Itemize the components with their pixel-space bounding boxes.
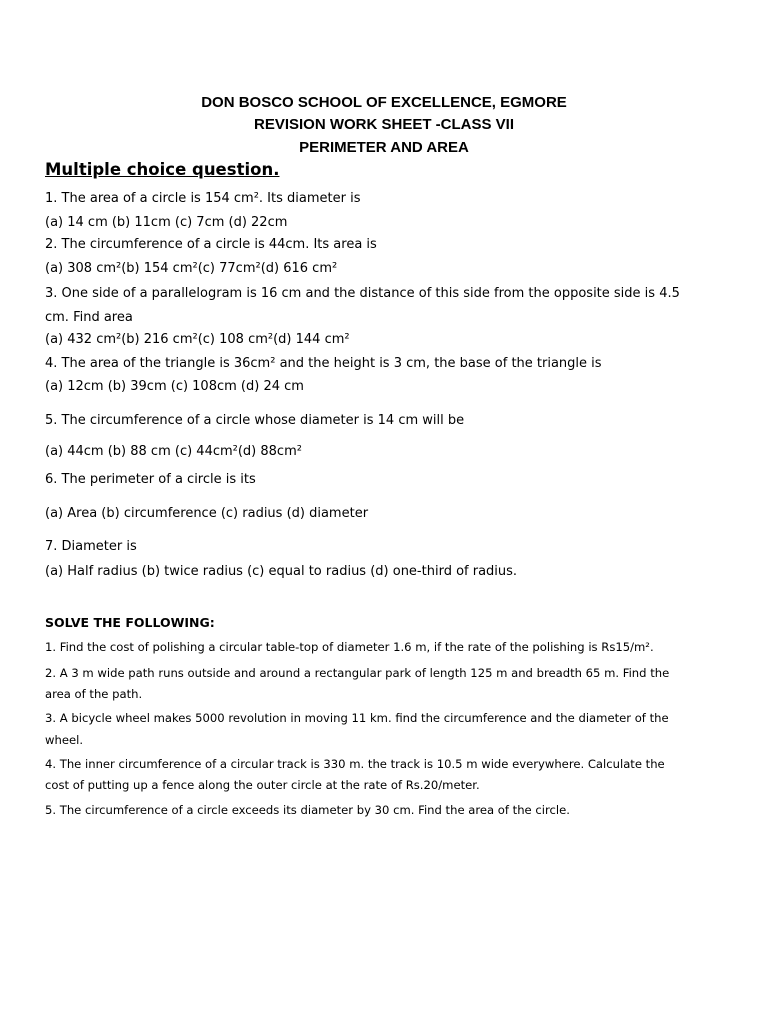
question-7-options: (a) Half radius (b) twice radius (c) equal to radius (d) one-third of radius.: [45, 564, 518, 579]
question-5: 5. The circumference of a circle whose diameter is 14 cm will be: [45, 413, 465, 428]
question-1-options: (a) 14 cm (b) 11cm (c) 7cm (d) 22cm: [45, 215, 288, 230]
problem-4-line-2: cost of putting up a fence along the outer circle at the rate of Rs.20/meter.: [45, 778, 480, 792]
solve-heading: SOLVE THE FOLLOWING:: [45, 615, 215, 630]
problem-5: 5. The circumference of a circle exceeds its diameter by 30 cm. Find the area of the circle.: [45, 803, 570, 817]
question-5-options: (a) 44cm (b) 88 cm (c) 44cm²(d) 88cm²: [45, 444, 302, 459]
question-6-options: (a) Area (b) circumference (c) radius (d) diameter: [45, 506, 369, 521]
question-7: 7. Diameter is: [45, 539, 137, 554]
worksheet-title: REVISION WORK SHEET -CLASS VII: [253, 116, 515, 133]
problem-2-line-1: 2. A 3 m wide path runs outside and around a rectangular park of length 125 m and breadth 65 m. Find the: [45, 666, 670, 680]
question-3-line-2: cm. Find area: [45, 310, 133, 325]
school-name: DON BOSCO SCHOOL OF EXCELLENCE, EGMORE: [201, 94, 567, 111]
worksheet-topic: PERIMETER AND AREA: [299, 139, 469, 156]
mcq-heading: Multiple choice question.: [45, 160, 280, 179]
question-1: 1. The area of a circle is 154 cm². Its diameter is: [45, 191, 361, 206]
problem-1: 1. Find the cost of polishing a circular table-top of diameter 1.6 m, if the rate of the polishing is Rs15/m².: [45, 640, 654, 654]
question-3-options: (a) 432 cm²(b) 216 cm²(c) 108 cm²(d) 144 cm²: [45, 332, 350, 347]
question-3-line-1: 3. One side of a parallelogram is 16 cm and the distance of this side from the opposite side is 4.5: [45, 286, 680, 301]
problem-4-line-1: 4. The inner circumference of a circular track is 330 m. the track is 10.5 m wide everywhere. Calculate the: [45, 757, 665, 771]
question-2: 2. The circumference of a circle is 44cm. Its area is: [45, 237, 377, 252]
problem-3-line-2: wheel.: [45, 733, 84, 747]
problem-2-line-2: area of the path.: [45, 687, 143, 701]
question-2-options: (a) 308 cm²(b) 154 cm²(c) 77cm²(d) 616 cm²: [45, 261, 338, 276]
question-4: 4. The area of the triangle is 36cm² and the height is 3 cm, the base of the triangle is: [45, 356, 602, 371]
question-6: 6. The perimeter of a circle is its: [45, 472, 256, 487]
problem-3-line-1: 3. A bicycle wheel makes 5000 revolution in moving 11 km. find the circumference and the diameter of the: [45, 711, 669, 725]
question-4-options: (a) 12cm (b) 39cm (c) 108cm (d) 24 cm: [45, 379, 304, 394]
